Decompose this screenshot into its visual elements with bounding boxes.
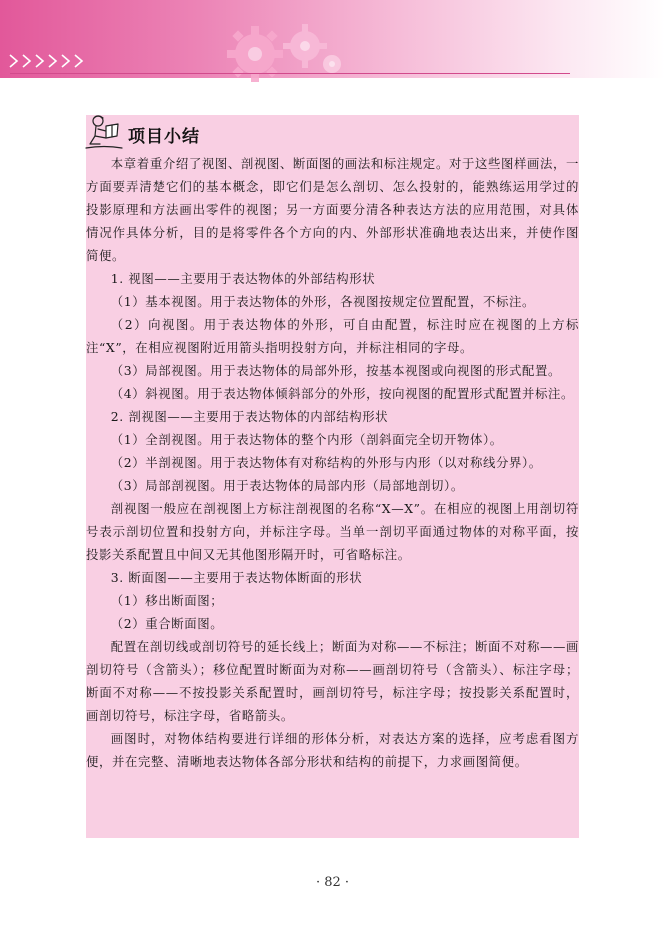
item-heading-section-views: 2. 剖视图——主要用于表达物体的内部结构形状 xyxy=(110,409,389,424)
list-item: （3）局部视图。用于表达物体的局部外形，按基本视图或向视图的形式配置。 xyxy=(110,363,561,378)
page-number: · 82 · xyxy=(315,875,350,890)
list-item: （3）局部剖视图。用于表达物体的局部内形（局部地剖切）。 xyxy=(110,478,464,493)
page-banner xyxy=(0,0,665,78)
list-item: （2）向视图。用于表达物体的外形，可自由配置，标注时应在视图的上方标注“X”，在相应视图附近用箭头指明投射方向，并标注相同的字母。 xyxy=(86,317,579,355)
item-heading-sections: 3. 断面图——主要用于表达物体断面的形状 xyxy=(110,570,363,585)
list-item: （2）重合断面图。 xyxy=(110,616,224,631)
section-view-note: 剖视图一般应在剖视图上方标注剖视图的名称“X—X”。在相应的视图上用剖切符号表示剖切位置和投射方向，并标注字母。当单一剖切平面通过物体的对称平面，按投影关系配置且中间又无其他图形隔开时，可省略标注。 xyxy=(86,501,579,562)
banner-divider xyxy=(10,73,570,74)
section-placement-note: 配置在剖切线或剖切符号的延长线上；断面为对称——不标注；断面不对称——画剖切符号（含箭头）；移位配置时断面为对称——画剖切符号（含箭头）、标注字母；断面不对称——不按投影关系配置时，画剖切符号，标注字母；按投影关系配置时，画剖切符号，标注字母，省略箭头。 xyxy=(86,639,579,723)
section-heading-block xyxy=(84,112,284,154)
list-item: （1）全剖视图。用于表达物体的整个内形（剖斜面完全切开物体）。 xyxy=(110,432,503,447)
list-item: （1）基本视图。用于表达物体的外形，各视图按规定位置配置，不标注。 xyxy=(110,294,535,309)
intro-paragraph: 本章着重介绍了视图、剖视图、断面图的画法和标注规定。对于这些图样画法，一方面要弄清楚它们的基本概念，即它们是怎么剖切、怎么投射的，能熟练运用学过的投影原理和方法画出零件的视图；另一方面要分清各种表达方法的应用范围，对具体情况作具体分析，目的是将零件各个方向的内、外部形状准确地表达出来，并使作图简便。 xyxy=(86,156,579,263)
list-item: （2）半剖视图。用于表达物体有对称结构的外形与内形（以对称线分界）。 xyxy=(110,455,542,470)
section-title: 项目小结 xyxy=(128,127,200,147)
reading-person-icon xyxy=(84,112,124,152)
list-item: （4）斜视图。用于表达物体倾斜部分的外形，按向视图的配置形式配置并标注。 xyxy=(110,386,574,401)
chevrons-icon xyxy=(8,52,98,70)
summary-text xyxy=(86,152,579,773)
drawing-advice-paragraph: 画图时，对物体结构要进行详细的形体分析，对表达方案的选择，应考虑看图方便，并在完整、清晰地表达物体各部分形状和结构的前提下，力求画图简便。 xyxy=(86,731,579,769)
list-item: （1）移出断面图； xyxy=(110,593,224,608)
item-heading-views: 1. 视图——主要用于表达物体的外部结构形状 xyxy=(110,271,376,286)
